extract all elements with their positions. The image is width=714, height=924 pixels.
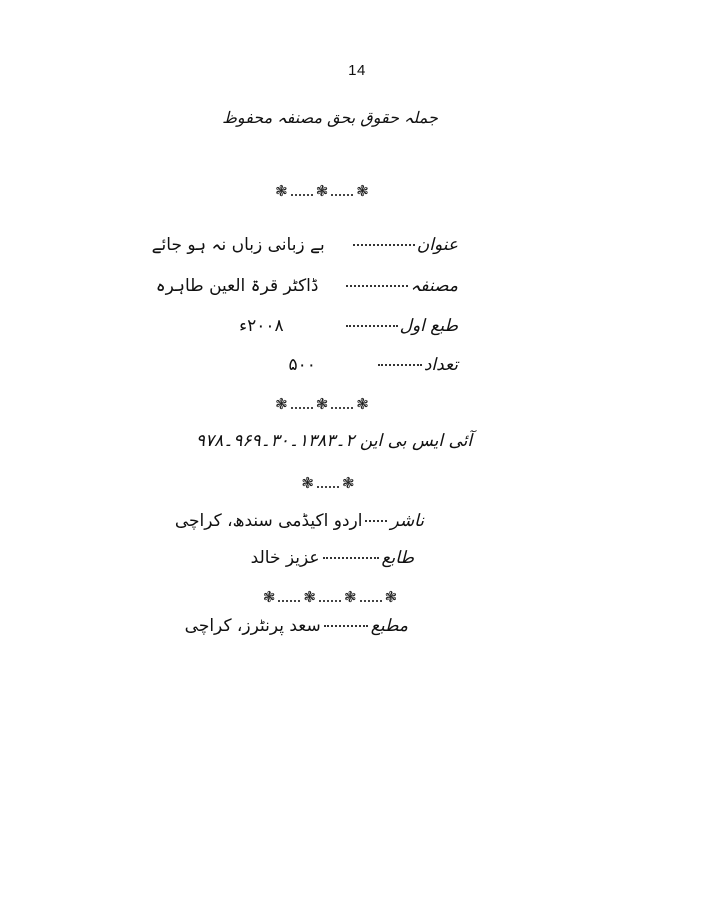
flower-ornament-icon: ❃ xyxy=(275,181,288,200)
quantity-value: ۵۰۰ xyxy=(288,355,316,375)
dotted-separator xyxy=(317,486,339,488)
flower-ornament-icon: ❃ xyxy=(356,394,369,413)
press-row xyxy=(185,616,408,636)
publisher-value: اردو اکیڈمی سندھ، کراچی xyxy=(174,511,363,531)
title-value: بے زبانی زباں نہ ہو جائے xyxy=(151,235,325,255)
isbn: آئی ایس بی این ۲۔۱۳۸۳۔۳۰۔۹۶۹۔۹۷۸ xyxy=(195,431,473,451)
flower-ornament-icon: ❃ xyxy=(275,394,288,413)
dotted-leader xyxy=(353,244,415,246)
dotted-separator xyxy=(360,600,382,602)
dotted-leader xyxy=(378,364,422,366)
flower-ornament-icon: ❃ xyxy=(356,181,369,200)
copyright-notice: جملہ حقوق بحق مصنفہ محفوظ xyxy=(222,108,438,127)
press-value: سعد پرنٹرز، کراچی xyxy=(184,616,321,636)
dotted-leader xyxy=(323,557,379,559)
title-label: عنوان xyxy=(416,235,458,255)
press-label: مطبع xyxy=(370,616,408,636)
ornament-divider xyxy=(0,588,660,606)
ornament-divider xyxy=(0,182,644,200)
dotted-separator xyxy=(278,600,300,602)
page-number: 14 xyxy=(348,62,366,79)
dotted-separator xyxy=(319,600,341,602)
dotted-separator xyxy=(331,194,353,196)
flower-ornament-icon: ❃ xyxy=(342,473,355,492)
dotted-separator xyxy=(291,194,313,196)
dotted-leader xyxy=(346,285,408,287)
flower-ornament-icon: ❃ xyxy=(315,181,329,200)
ornament-divider xyxy=(0,395,644,413)
flower-ornament-icon: ❃ xyxy=(344,587,357,606)
quantity-label: تعداد xyxy=(423,355,458,375)
edition-value: ۲۰۰۸ء xyxy=(239,316,284,336)
publisher-row xyxy=(175,511,424,531)
detail-row-quantity xyxy=(288,355,458,375)
flower-ornament-icon: ❃ xyxy=(301,473,314,492)
ornament-divider xyxy=(0,474,656,492)
detail-row-edition xyxy=(239,316,458,336)
author-value: ڈاکٹر قرۃ العین طاہرہ xyxy=(155,276,319,296)
edition-label: طبع اول xyxy=(399,316,458,336)
dotted-leader xyxy=(346,325,398,327)
flower-ornament-icon: ❃ xyxy=(315,394,329,413)
detail-row-title xyxy=(152,234,458,255)
detail-row-author xyxy=(156,275,458,296)
flower-ornament-icon: ❃ xyxy=(303,587,316,606)
dotted-separator xyxy=(291,407,313,409)
author-label: مصنفہ xyxy=(410,276,458,296)
dotted-leader xyxy=(365,520,387,522)
printer-label: طابع xyxy=(381,548,414,568)
publisher-label: ناشر xyxy=(390,511,424,531)
printer-row xyxy=(251,548,414,568)
dotted-leader xyxy=(324,625,368,627)
printer-value: عزیز خالد xyxy=(250,548,320,568)
dotted-separator xyxy=(331,407,353,409)
flower-ornament-icon: ❃ xyxy=(262,587,276,606)
flower-ornament-icon: ❃ xyxy=(384,587,398,606)
